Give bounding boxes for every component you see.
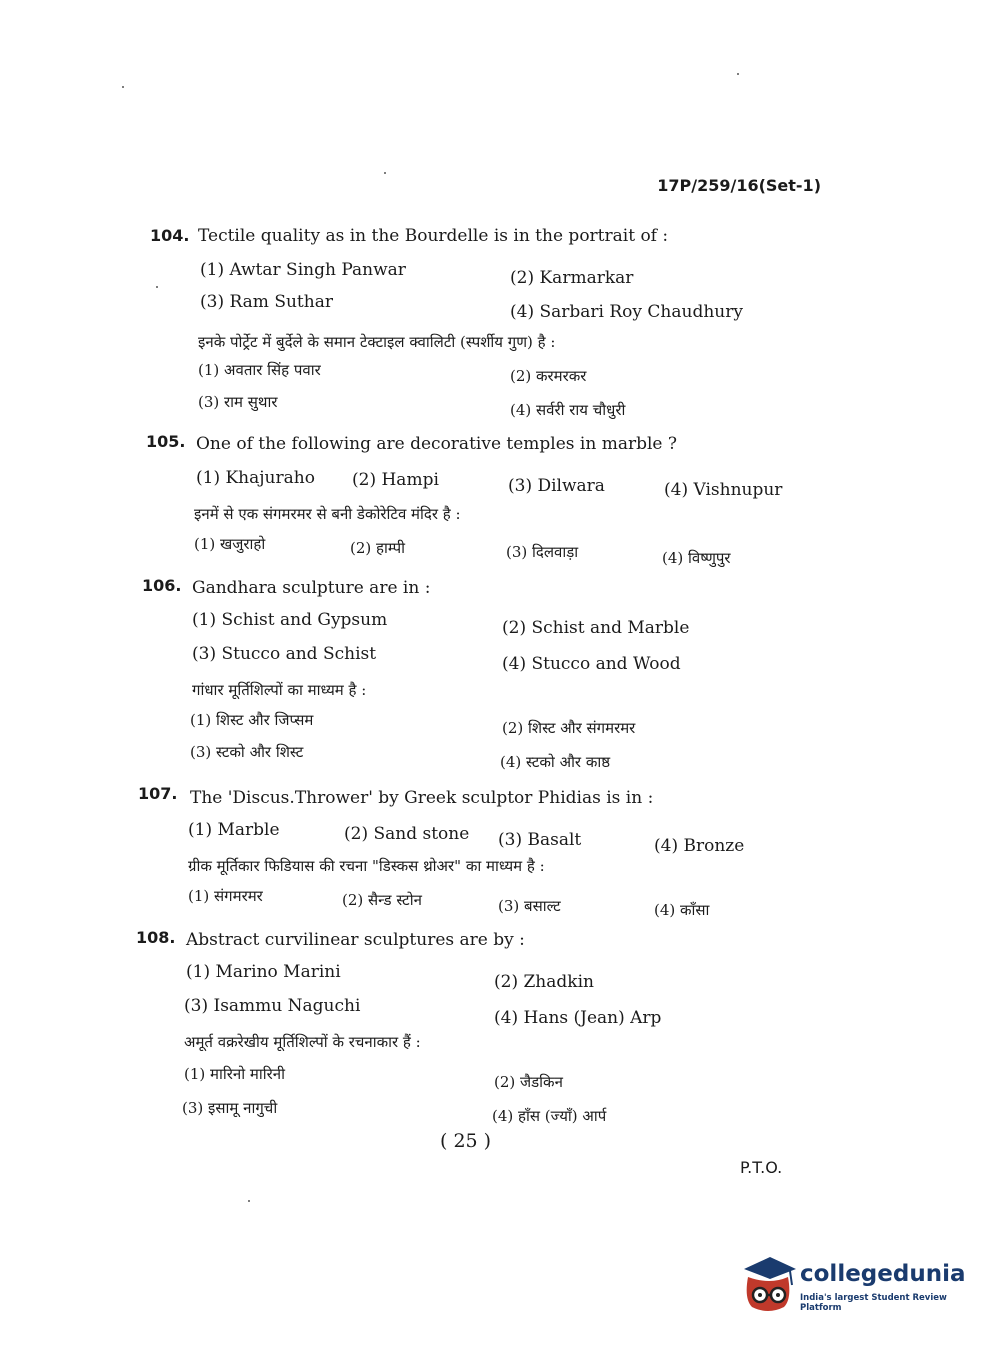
question-stem-hi: ग्रीक मूर्तिकार फिडियास की रचना "डिस्कस थ्रोअर" का माध्यम है : xyxy=(188,857,545,875)
option-3-hi: (3) दिलवाड़ा xyxy=(506,543,579,561)
scan-speck xyxy=(122,86,124,88)
collegedunia-logo xyxy=(740,1255,970,1315)
question-stem-en: One of the following are decorative temples in marble ? xyxy=(196,434,677,454)
option-3-hi: (3) राम सुथार xyxy=(198,393,278,411)
option-3-hi: (3) बसाल्ट xyxy=(498,897,561,915)
option-2-en: (2) Hampi xyxy=(352,470,439,490)
option-2-en: (2) Sand stone xyxy=(344,824,470,844)
option-4-en: (4) Vishnupur xyxy=(664,480,783,500)
option-2-en: (2) Karmarkar xyxy=(510,268,634,288)
option-1-en: (1) Schist and Gypsum xyxy=(192,610,388,630)
option-4-hi: (4) सर्वरी राय चौधुरी xyxy=(510,401,626,419)
option-3-en: (3) Isammu Naguchi xyxy=(184,996,361,1016)
option-1-hi: (1) अवतार सिंह पवार xyxy=(198,361,321,379)
scan-speck xyxy=(384,172,386,174)
question-stem-hi: अमूर्त वक्ररेखीय मूर्तिशिल्पों के रचनाकार हैं : xyxy=(184,1033,421,1051)
option-2-en: (2) Zhadkin xyxy=(494,972,594,992)
question-stem-hi: गांधार मूर्तिशिल्पों का माध्यम है : xyxy=(192,681,367,699)
option-3-en: (3) Dilwara xyxy=(508,476,605,496)
option-4-hi: (4) काँसा xyxy=(654,901,710,919)
paper-code: 17P/259/16(Set-1) xyxy=(657,176,821,195)
question-number: 107. xyxy=(138,784,178,803)
question-number: 108. xyxy=(136,928,176,947)
scan-speck xyxy=(156,286,158,288)
option-2-hi: (2) हाम्पी xyxy=(350,539,406,557)
question-number: 105. xyxy=(146,432,186,451)
option-2-hi: (2) करमरकर xyxy=(510,367,587,385)
logo-name: collegedunia xyxy=(800,1261,966,1287)
option-2-hi: (2) सैन्ड स्टोन xyxy=(342,891,422,909)
question-stem-en: Gandhara sculpture are in : xyxy=(192,578,431,598)
option-1-en: (1) Marino Marini xyxy=(186,962,341,982)
pto-label: P.T.O. xyxy=(740,1158,783,1177)
scan-speck xyxy=(248,1200,250,1202)
option-1-hi: (1) शिस्ट और जिप्सम xyxy=(190,711,314,729)
question-stem-en: Tectile quality as in the Bourdelle is in the portrait of : xyxy=(198,226,669,246)
logo-tagline: India's largest Student Review Platform xyxy=(800,1293,947,1313)
option-4-hi: (4) स्टको और काष्ठ xyxy=(500,753,611,771)
option-1-en: (1) Awtar Singh Panwar xyxy=(200,260,406,280)
question-stem-en: Abstract curvilinear sculptures are by : xyxy=(186,930,525,950)
option-1-en: (1) Marble xyxy=(188,820,280,840)
page-number: ( 25 ) xyxy=(440,1130,492,1152)
option-4-en: (4) Stucco and Wood xyxy=(502,654,681,674)
option-1-hi: (1) संगमरमर xyxy=(188,887,263,905)
scan-speck xyxy=(737,73,739,75)
option-3-hi: (3) इसामू नागुची xyxy=(182,1099,278,1117)
option-4-en: (4) Hans (Jean) Arp xyxy=(494,1008,662,1028)
question-stem-hi: इनमें से एक संगमरमर से बनी डेकोरेटिव मंदिर है : xyxy=(194,505,461,523)
option-1-hi: (1) मारिनो मारिनी xyxy=(184,1065,285,1083)
option-4-hi: (4) हाँस (ज्याँ) आर्प xyxy=(492,1107,607,1125)
option-3-en: (3) Ram Suthar xyxy=(200,292,333,312)
option-4-hi: (4) विष्णुपुर xyxy=(662,549,731,567)
option-4-en: (4) Sarbari Roy Chaudhury xyxy=(510,302,743,322)
option-2-en: (2) Schist and Marble xyxy=(502,618,690,638)
question-number: 104. xyxy=(150,226,190,245)
option-1-hi: (1) खजुराहो xyxy=(194,535,266,553)
option-1-en: (1) Khajuraho xyxy=(196,468,315,488)
question-number: 106. xyxy=(142,576,182,595)
question-stem-hi: इनके पोर्ट्रेट में बुर्देले के समान टेक्टाइल क्वालिटी (स्पर्शीय गुण) है : xyxy=(198,333,556,351)
option-3-hi: (3) स्टको और शिस्ट xyxy=(190,743,304,761)
option-3-en: (3) Stucco and Schist xyxy=(192,644,377,664)
question-stem-en: The 'Discus.Thrower' by Greek sculptor Phidias is in : xyxy=(190,788,654,808)
option-3-en: (3) Basalt xyxy=(498,830,582,850)
mascot-icon xyxy=(740,1255,798,1315)
option-2-hi: (2) जैडकिन xyxy=(494,1073,563,1091)
option-2-hi: (2) शिस्ट और संगमरमर xyxy=(502,719,636,737)
option-4-en: (4) Bronze xyxy=(654,836,745,856)
